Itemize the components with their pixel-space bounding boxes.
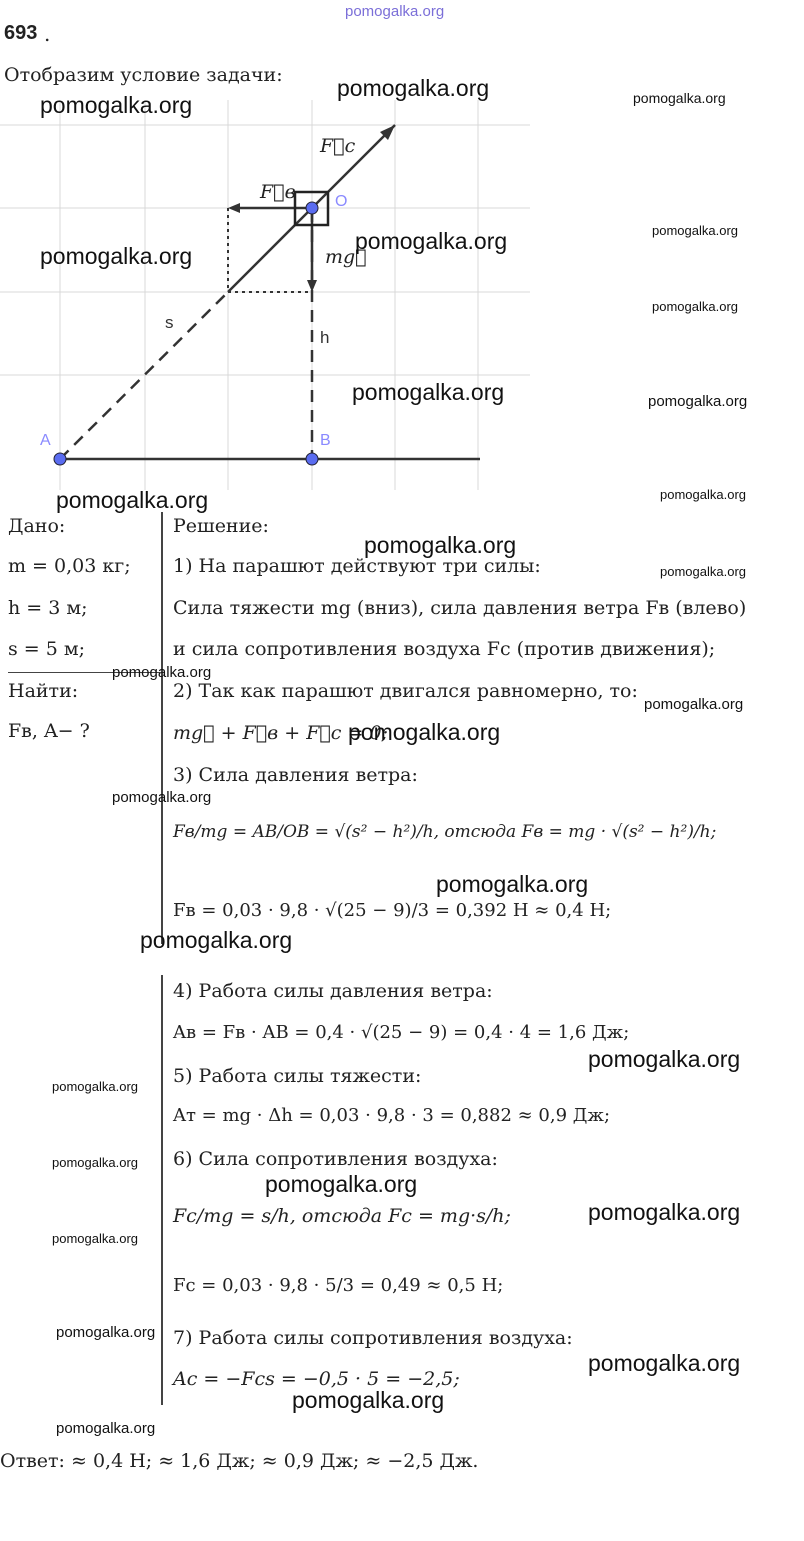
watermark: pomogalka.org [660, 564, 746, 579]
find-items: Fв, A− ? [8, 720, 90, 742]
point-A [54, 453, 66, 465]
step1b: и сила сопротивления воздуха Fс (против движения); [173, 638, 716, 660]
step7: 7) Работа силы сопротивления воздуха: [173, 1327, 573, 1349]
watermark: pomogalka.org [52, 1231, 138, 1246]
watermark: pomogalka.org [56, 1324, 156, 1341]
watermark: pomogalka.org [348, 719, 501, 745]
step1a: Сила тяжести mg (вниз), сила давления ветра Fв (влево) [173, 597, 747, 619]
step4: 4) Работа силы давления ветра: [173, 980, 493, 1002]
watermark: pomogalka.org [588, 1199, 741, 1225]
label-O: O [335, 193, 348, 210]
watermark: pomogalka.org [56, 1420, 156, 1437]
step3-calc: Fв = 0,03 · 9,8 · √(25 − 9)/3 = 0,392 Н ≈ 0,4 Н; [173, 900, 612, 921]
given-title: Дано: [8, 515, 66, 537]
step1: 1) На парашют действуют три силы: [173, 555, 541, 577]
step2-equation: mg⃗ + F⃗в + F⃗с = 0; [173, 722, 388, 744]
problem-number: 693 [4, 22, 38, 44]
step4-equation: Aв = Fв · AB = 0,4 · √(25 − 9) = 0,4 · 4 = 1,6 Дж; [173, 1022, 630, 1043]
step5: 5) Работа силы тяжести: [173, 1065, 422, 1087]
watermark: pomogalka.org [355, 228, 508, 254]
watermark: pomogalka.org [40, 243, 193, 269]
watermark: pomogalka.org [652, 299, 738, 314]
watermark: pomogalka.org [648, 393, 748, 410]
step6: 6) Сила сопротивления воздуха: [173, 1148, 498, 1170]
top-watermark: pomogalka.org [345, 3, 445, 20]
watermark: pomogalka.org [352, 379, 505, 405]
watermark: pomogalka.org [292, 1387, 445, 1413]
watermark: pomogalka.org [52, 1079, 138, 1094]
step7-equation: Aс = −Fсs = −0,5 · 5 = −2,5; [173, 1368, 460, 1390]
point-O [306, 202, 318, 214]
label-s: s [165, 313, 174, 332]
watermark: pomogalka.org [40, 92, 193, 118]
watermark: pomogalka.org [660, 487, 746, 502]
step6-calc: Fс = 0,03 · 9,8 · 5/3 = 0,49 ≈ 0,5 Н; [173, 1275, 504, 1296]
label-h: h [320, 328, 330, 347]
watermark: pomogalka.org [652, 223, 738, 238]
watermark: pomogalka.org [436, 871, 589, 897]
given-s: s = 5 м; [8, 638, 86, 660]
label-B: B [320, 432, 331, 449]
given-m: m = 0,03 кг; [8, 555, 131, 577]
intro-text: Отобразим условие задачи: [4, 64, 283, 86]
fv-arrowhead [228, 203, 240, 213]
label-Fc: F⃗c [320, 135, 356, 157]
step3: 3) Сила давления ветра: [173, 764, 418, 786]
watermark: pomogalka.org [644, 696, 744, 713]
watermark: pomogalka.org [56, 487, 209, 513]
mg-arrowhead [307, 280, 317, 292]
step2: 2) Так как парашют двигался равномерно, то: [173, 680, 638, 702]
step5-equation: Aт = mg · Δh = 0,03 · 9,8 · 3 = 0,882 ≈ 0,9 Дж; [173, 1105, 611, 1126]
step6-equation: Fс/mg = s/h, отсюда Fс = mg·s/h; [173, 1205, 511, 1227]
watermark: pomogalka.org [588, 1046, 741, 1072]
divider-upper [161, 512, 163, 944]
find-title: Найти: [8, 680, 79, 702]
watermark: pomogalka.org [140, 927, 293, 953]
watermark: pomogalka.org [112, 664, 212, 681]
force-diagram [0, 100, 530, 490]
point-B [306, 453, 318, 465]
answer: Ответ: ≈ 0,4 Н; ≈ 1,6 Дж; ≈ 0,9 Дж; ≈ −2,5 Дж. [0, 1450, 479, 1472]
label-A: A [40, 432, 51, 449]
watermark: pomogalka.org [588, 1350, 741, 1376]
number-dot: . [44, 22, 51, 46]
watermark: pomogalka.org [633, 90, 726, 106]
step3-equation: Fв/mg = AB/OB = √(s² − h²)/h, отсюда Fв = mg · √(s² − h²)/h; [173, 822, 717, 842]
watermark: pomogalka.org [337, 75, 490, 101]
watermark: pomogalka.org [364, 532, 517, 558]
label-mg: mg⃗ [325, 246, 367, 268]
given-h: h = 3 м; [8, 597, 88, 619]
watermark: pomogalka.org [52, 1155, 138, 1170]
solution-title: Решение: [173, 515, 269, 537]
watermark: pomogalka.org [112, 789, 212, 806]
watermark: pomogalka.org [265, 1171, 418, 1197]
divider-lower [161, 975, 163, 1405]
grid [0, 100, 530, 490]
label-Fv: F⃗в [260, 181, 296, 203]
